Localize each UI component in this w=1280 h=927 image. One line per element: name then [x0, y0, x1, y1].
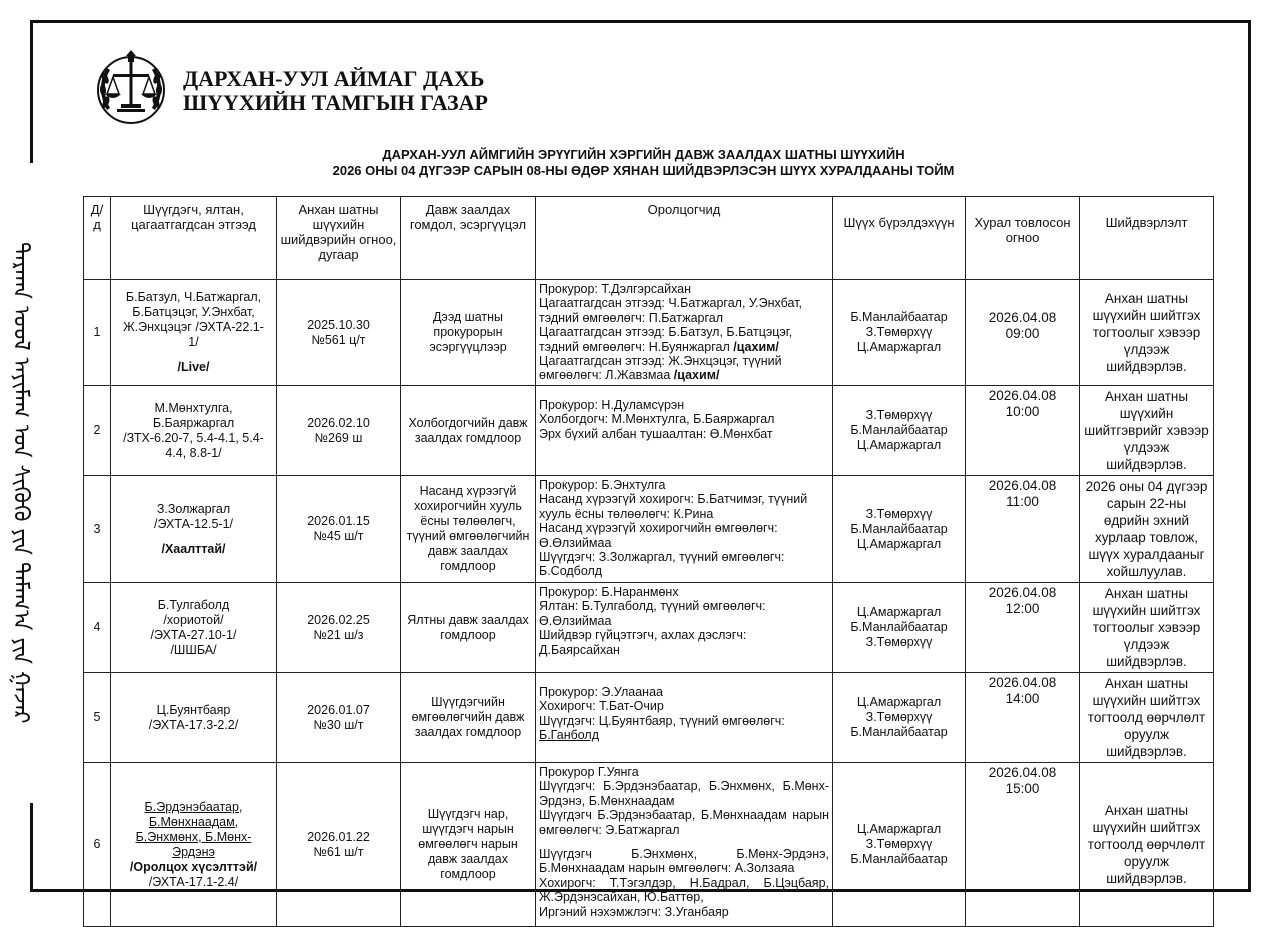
first-instance-cell: 2025.10.30 №561 ц/т	[277, 280, 401, 386]
table-row	[84, 763, 1214, 927]
col-decision: Шийдвэрлэлт	[1080, 197, 1214, 280]
parties-cell: Ц.Буянтбаяр /ЭХТА-17.3-2.2/	[111, 673, 277, 763]
page-frame	[8, 20, 1251, 919]
parties-cell: Б.Батзул, Ч.Батжаргал, Б.Батцэцэг, У.Энхбат, Ж.Энхцэцэг /ЭХТА-22.1- 1/ /Live/	[111, 280, 277, 386]
appeal-cell: Холбогдогчийн давж заалдах гомдлоор	[401, 386, 536, 476]
participants-cell: Прокурор: Б.Энхтулга Насанд хүрээгүй хохирогч: Б.Батчимэг, түүний хууль ёсны төлөөлөгч: К.Рина Насанд хүрээгүй хохирогчийн өмгөөлөгч: Ө.Өлзиймаа Шүүгдэгч: З.Золжаргал, түүний өмгөөлөгч: Б.Содболд	[536, 476, 833, 583]
hearing-date-cell: 2026.04.08 15:00	[966, 763, 1080, 927]
participants-cell: Прокурор Г.Уянга Шүүгдэгч: Б.Эрдэнэбаатар, Б.Энхмөнх, Б.Мөнх-Эрдэнэ, Б.Мөнхнаадам Шүүгдэгч Б.Эрдэнэбаатар, Б.Мөнхнаадам нарын өмгөөлөгч: Э.Батжаргал Шүүгдэгч Б.Энхмөнх, Б.Мөнх-Эрдэнэ, Б.Мөнхнаадам нарын өмгөөлөгч: А.Золзаяа Хохирогч: Т.Тэгэлдэр, Н.Бадрал, Б.Цэцбаяр, Ж.Эрдэнэсайхан, Ю.Баттөр, Иргэний нэхэмжлэгч: З.Уганбаяр	[536, 763, 833, 927]
first-instance-cell: 2026.01.22 №61 ш/т	[277, 763, 401, 927]
composition-cell: З.Төмөрхүү Б.Манлайбаатар Ц.Амаржаргал	[833, 476, 966, 583]
appeal-cell: Насанд хүрээгүй хохирогчийн хууль ёсны төлөөлөгч, түүний өмгөөлөгчийн давж заалдах гомдлоор	[401, 476, 536, 583]
parties-cell: Б.Тулгаболд /хориотой/ /ЭХТА-27.10-1/ /ШШБА/	[111, 583, 277, 673]
table-row	[84, 476, 1214, 583]
hearing-date-cell: 2026.04.08 12:00	[966, 583, 1080, 673]
appeal-cell: Дээд шатны прокурорын эсэргүүцлээр	[401, 280, 536, 386]
first-instance-cell: 2026.02.10 №269 ш	[277, 386, 401, 476]
first-instance-cell: 2026.01.07 №30 ш/т	[277, 673, 401, 763]
participants-cell: Прокурор: Э.Улаанаа Хохирогч: Т.Бат-Очир Шүүгдэгч: Ц.Буянтбаяр, түүний өмгөөлөгч: Б.Ганболд	[536, 673, 833, 763]
parties-cell: З.Золжаргал /ЭХТА-12.5-1/ /Хаалттай/	[111, 476, 277, 583]
table-row	[84, 386, 1214, 476]
appeal-cell: Ялтны давж заалдах гомдлоор	[401, 583, 536, 673]
parties-cell: Б.Эрдэнэбаатар, Б.Мөнхнаадам, Б.Энхмөнх, Б.Мөнх- Эрдэнэ /Оролцох хүсэлттэй/ /ЭХТА-17.1-2.4/	[111, 763, 277, 927]
decision-cell: Анхан шатны шүүхийн шийтгэх тогтоолыг хэвээр үлдээж шийдвэрлэв.	[1080, 583, 1214, 673]
row-number: 3	[84, 476, 111, 583]
hearing-date-cell: 2026.04.08 14:00	[966, 673, 1080, 763]
composition-cell: Б.Манлайбаатар З.Төмөрхүү Ц.Амаржаргал	[833, 280, 966, 386]
parties-cell: М.Мөнхтулга, Б.Баяржаргал /ЗТХ-6.20-7, 5.4-4.1, 5.4- 4.4, 8.8-1/	[111, 386, 277, 476]
col-participants: Оролцогчид	[536, 197, 833, 280]
col-parties: Шүүгдэгч, ялтан, цагаатгагдсан этгээд	[111, 197, 277, 280]
composition-cell: Ц.Амаржаргал З.Төмөрхүү Б.Манлайбаатар	[833, 673, 966, 763]
table-header-row	[84, 197, 1214, 280]
first-instance-cell: 2026.01.15 №45 ш/т	[277, 476, 401, 583]
hearing-date-cell: 2026.04.08 10:00	[966, 386, 1080, 476]
col-no: Д/ д	[84, 197, 111, 280]
composition-cell: З.Төмөрхүү Б.Манлайбаатар Ц.Амаржаргал	[833, 386, 966, 476]
document-title: ДАРХАН-УУЛ АЙМГИЙН ЭРҮҮГИЙН ХЭРГИЙН ДАВЖ ЗААЛДАХ ШАТНЫ ШҮҮХИЙН 2026 ОНЫ 04 ДҮГЭЭР САРЫН 08-НЫ ӨДӨР ХЯНАН ШИЙДВЭРЛЭСЭН ШҮҮХ ХУРАЛДААНЫ ТОЙМ	[332, 147, 955, 178]
appeal-cell: Шүүгдэгчийн өмгөөлөгчийн давж заалдах гомдлоор	[401, 673, 536, 763]
participants-cell: Прокурор: Т.Дэлгэрсайхан Цагаатгагдсан этгээд: Ч.Батжаргал, У.Энхбат, тэдний өмгөөлөгч: П.Батжаргал Цагаатгагдсан этгээд: Б.Батзул, Б.Батцэцэг, тэдний өмгөөлөгч: Н.Буянжаргал /цахим/ Цагаатгагдсан этгээд: Ж.Энхцэцэг, түүний өмгөөлөгч: Л.Жавзмаа /цахим/	[536, 280, 833, 386]
table-row	[84, 280, 1214, 386]
composition-cell: Ц.Амаржаргал Б.Манлайбаатар З.Төмөрхүү	[833, 583, 966, 673]
col-hearing-date: Хурал товлосон огноо	[966, 197, 1080, 280]
appeal-cell: Шүүгдэгч нар, шүүгдэгч нарын өмгөөлөгч нарын давж заалдах гомдлоор	[401, 763, 536, 927]
decision-cell: Анхан шатны шүүхийн шийтгэх тогтоолд өөрчлөлт оруулж шийдвэрлэв.	[1080, 763, 1214, 927]
decision-cell: Анхан шатны шүүхийн шийтгэх тогтоолд өөрчлөлт оруулж шийдвэрлэв.	[1080, 673, 1214, 763]
decision-cell: Анхан шатны шүүхийн шийтгэврийг хэвээр үлдээж шийдвэрлэв.	[1080, 386, 1214, 476]
row-number: 5	[84, 673, 111, 763]
row-number: 1	[84, 280, 111, 386]
participants-cell: Прокурор: Б.Наранмөнх Ялтан: Б.Тулгаболд, түүний өмгөөлөгч: Ө.Өлзиймаа Шийдвэр гүйцэтгэгч, ахлах дэслэгч: Д.Баярсайхан	[536, 583, 833, 673]
col-first-instance: Анхан шатны шүүхийн шийдвэрийн огноо, дугаар	[277, 197, 401, 280]
row-number: 6	[84, 763, 111, 927]
court-emblem-icon	[93, 48, 169, 128]
mongol-script-strip	[3, 163, 37, 803]
participants-cell: Прокурор: Н.Дуламсүрэн Холбогдогч: М.Мөнхтулга, Б.Баяржаргал Эрх бүхий албан тушаалтан: Ө.Мөнхбат	[536, 386, 833, 476]
hearing-date-cell: 2026.04.08 11:00	[966, 476, 1080, 583]
row-number: 4	[84, 583, 111, 673]
hearing-date-cell: 2026.04.08 09:00	[966, 280, 1080, 386]
decision-cell: Анхан шатны шүүхийн шийтгэх тогтоолыг хэвээр үлдээж шийдвэрлэв.	[1080, 280, 1214, 386]
organization-name: ДАРХАН-УУЛ АЙМАГ ДАХЬ ШҮҮХИЙН ТАМГЫН ГАЗАР	[183, 66, 488, 115]
row-number: 2	[84, 386, 111, 476]
table-row	[84, 583, 1214, 673]
col-appeal: Давж заалдах гомдол, эсэргүүцэл	[401, 197, 536, 280]
first-instance-cell: 2026.02.25 №21 ш/з	[277, 583, 401, 673]
table-row	[84, 673, 1214, 763]
col-composition: Шүүх бүрэлдэхүүн	[833, 197, 966, 280]
composition-cell: Ц.Амаржаргал З.Төмөрхүү Б.Манлайбаатар	[833, 763, 966, 927]
hearing-summary-table	[83, 196, 1214, 927]
mongol-script-text: ᠲᠠᠷᠬᠠᠨ ᠤᠤᠯ ᠠᠶᠢᠮᠠᠭ ᠤᠨ ᠰᠢᠭᠦᠬᠦ ᠶᠢᠨ ᠲᠠᠮᠠᠭ᠎ᠠ ᠶᠢᠨ ᠭᠠᠵᠠᠷ	[8, 242, 33, 724]
decision-cell: 2026 оны 04 дүгээр сарын 22-ны өдрийн эхний хурлаар товлож, шүүх хуралдааныг хойшлуулав.	[1080, 476, 1214, 583]
